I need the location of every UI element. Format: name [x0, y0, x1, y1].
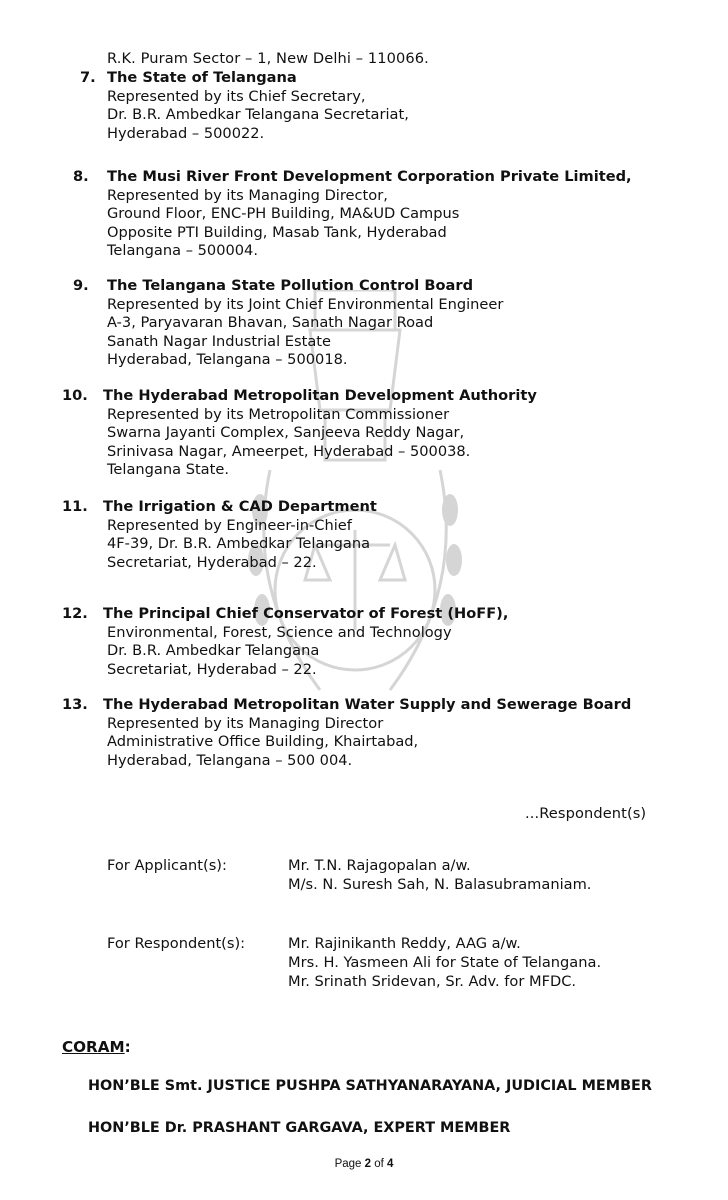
- address-line: A-3, Paryavaran Bhavan, Sanath Nagar Road: [107, 314, 434, 332]
- respondent-name: The Hyderabad Metropolitan Development Authority: [103, 387, 537, 404]
- respondent-address: [107, 406, 470, 480]
- address-line: Represented by its Joint Chief Environmental Engineer: [107, 296, 504, 313]
- counsel-line: M/s. N. Suresh Sah, N. Balasubramaniam.: [288, 876, 592, 893]
- address-line: Hyderabad – 500022.: [107, 124, 265, 142]
- respondent-name: The Irrigation & CAD Department: [103, 498, 377, 515]
- applicant-counsel-names: [288, 856, 591, 894]
- address-line: Represented by its Metropolitan Commissioner: [107, 406, 450, 423]
- coram-label: CORAM: [62, 1038, 125, 1056]
- address-line: Represented by Engineer-in-Chief: [107, 517, 352, 534]
- address-line: Hyderabad, Telangana – 500018.: [107, 351, 348, 369]
- respondent-number: 7.: [80, 69, 96, 86]
- counsel-line: Mr. Rajinikanth Reddy, AAG a/w.: [288, 935, 521, 952]
- address-line: Administrative Office Building, Khairtabad,: [107, 733, 419, 751]
- page-footer: [0, 1158, 728, 1170]
- address-line: Hyderabad, Telangana – 500 004.: [107, 751, 353, 769]
- respondent-name: The Telangana State Pollution Control Board: [107, 277, 474, 294]
- address-line: Environmental, Forest, Science and Technology: [107, 624, 452, 641]
- total-pages-number: 4: [387, 1158, 394, 1170]
- address-line: Dr. B.R. Ambedkar Telangana Secretariat,: [107, 106, 409, 124]
- counsel-line: Mrs. H. Yasmeen Ali for State of Telangana.: [288, 954, 602, 971]
- address-line: Opposite PTI Building, Masab Tank, Hyderabad: [107, 223, 447, 241]
- respondent-address: [107, 296, 503, 370]
- address-line: Swarna Jayanti Complex, Sanjeeva Reddy Nagar,: [107, 424, 465, 442]
- counsel-line: Mr. Srinath Sridevan, Sr. Adv. for MFDC.: [288, 973, 577, 990]
- respondent-address: [107, 187, 459, 261]
- respondent-number: 12.: [62, 605, 88, 622]
- address-line: Represented by its Chief Secretary,: [107, 88, 366, 105]
- address-line: Dr. B.R. Ambedkar Telangana: [107, 642, 320, 660]
- bench-member-judicial: HON’BLE Smt. JUSTICE PUSHPA SATHYANARAYANA, JUDICIAL MEMBER: [88, 1078, 652, 1094]
- respondent-name: The Principal Chief Conservator of Forest (HoFF),: [103, 605, 509, 622]
- respondent-number: 13.: [62, 696, 88, 713]
- respondent-address: [107, 715, 418, 770]
- respondent-counsel-names: [288, 934, 601, 991]
- address-line: Srinivasa Nagar, Ameerpet, Hyderabad – 500038.: [107, 442, 471, 460]
- respondents-label: ...Respondent(s): [525, 805, 647, 822]
- address-continuation: R.K. Puram Sector – 1, New Delhi – 110066.: [107, 50, 429, 67]
- address-line: Sanath Nagar Industrial Estate: [107, 332, 331, 350]
- bench-member-expert: HON’BLE Dr. PRASHANT GARGAVA, EXPERT MEMBER: [88, 1120, 511, 1136]
- address-line: Telangana – 500004.: [107, 242, 258, 260]
- respondent-number: 10.: [62, 387, 88, 404]
- respondent-name: The State of Telangana: [107, 69, 297, 86]
- applicant-counsel-label: For Applicant(s):: [107, 857, 227, 874]
- address-line: 4F-39, Dr. B.R. Ambedkar Telangana: [107, 535, 371, 553]
- address-line: Telangana State.: [107, 461, 229, 479]
- respondent-number: 9.: [73, 277, 89, 294]
- address-line: Ground Floor, ENC-PH Building, MA&UD Campus: [107, 205, 460, 223]
- respondent-address: [107, 624, 452, 679]
- address-line: Represented by its Managing Director,: [107, 187, 388, 204]
- respondent-name: The Musi River Front Development Corporation Private Limited,: [107, 168, 632, 185]
- respondent-address: [107, 88, 409, 143]
- address-line: Secretariat, Hyderabad – 22.: [107, 660, 317, 678]
- respondent-counsel-label: For Respondent(s):: [107, 935, 246, 952]
- address-line: Secretariat, Hyderabad – 22.: [107, 553, 317, 571]
- respondent-name: The Hyderabad Metropolitan Water Supply and Sewerage Board: [103, 696, 632, 713]
- coram-colon: :: [124, 1038, 131, 1056]
- page-word: Page: [334, 1158, 362, 1170]
- coram-heading: [62, 1038, 131, 1056]
- counsel-line: Mr. T.N. Rajagopalan a/w.: [288, 857, 471, 874]
- current-page-number: 2: [364, 1158, 372, 1170]
- respondent-address: [107, 517, 370, 572]
- address-line: Represented by its Managing Director: [107, 715, 384, 732]
- of-word: of: [374, 1158, 384, 1170]
- respondent-number: 8.: [73, 168, 89, 185]
- respondent-number: 11.: [62, 498, 88, 515]
